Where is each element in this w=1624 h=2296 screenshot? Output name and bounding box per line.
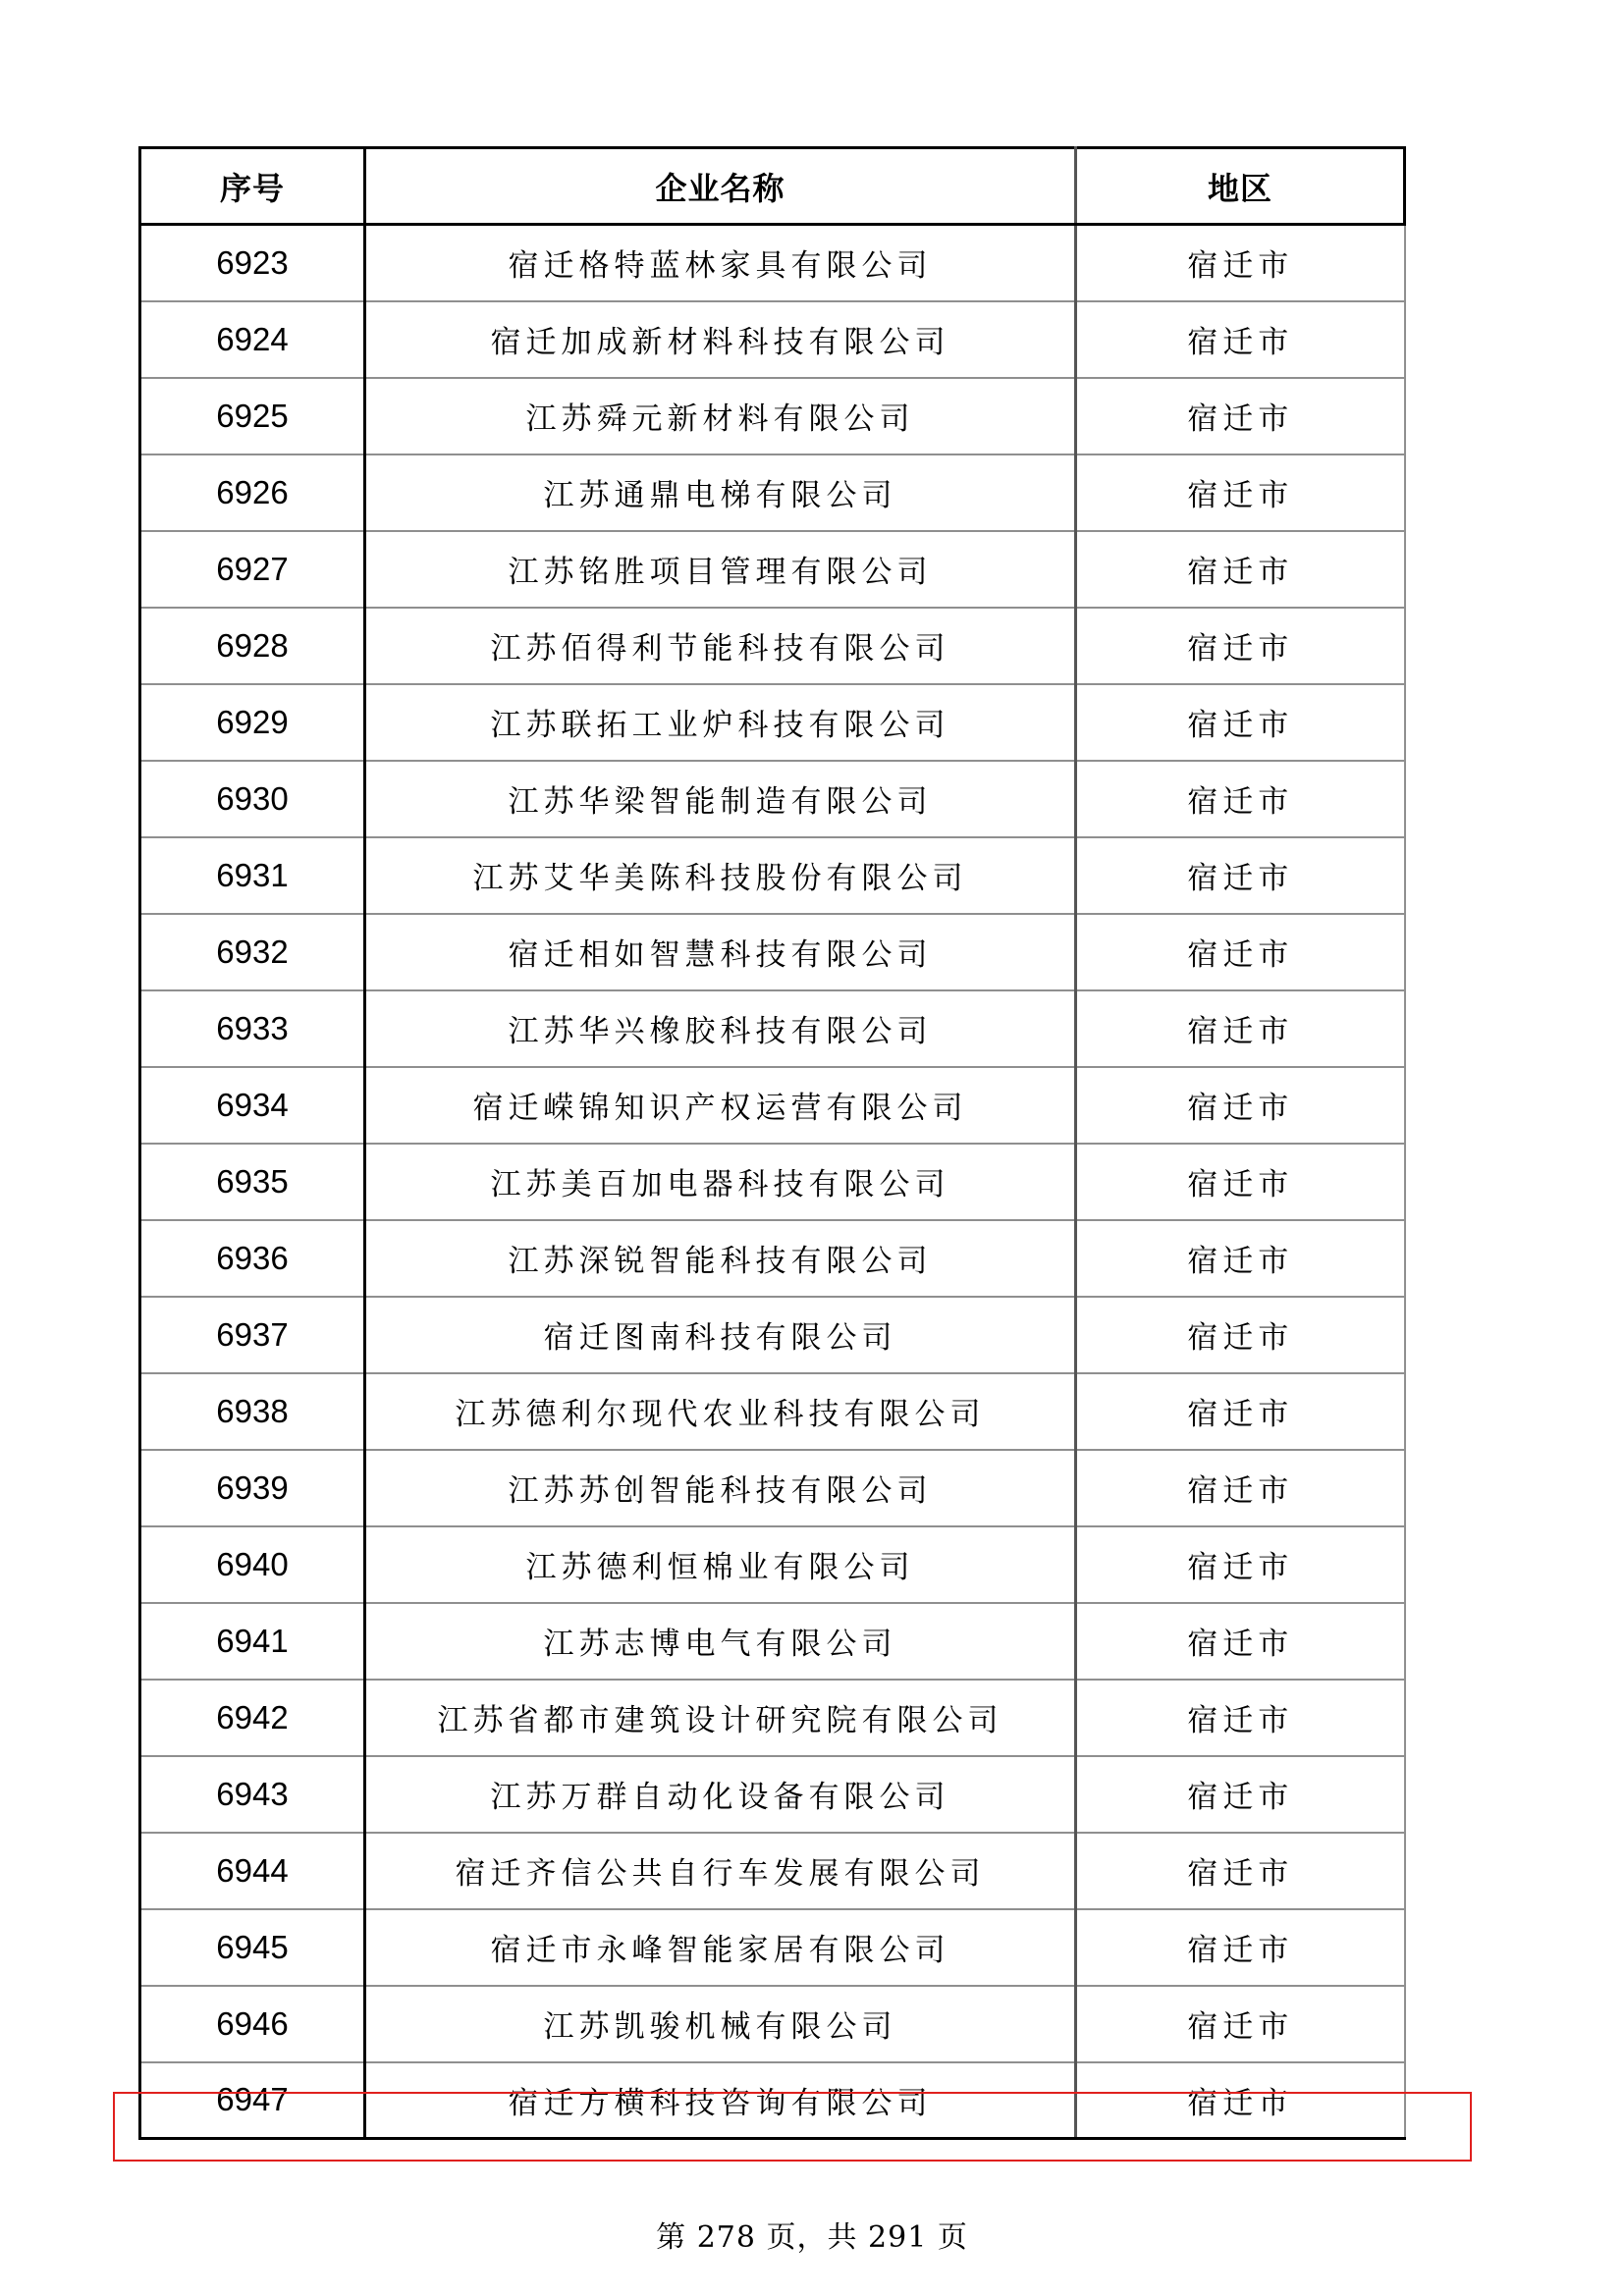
table-row	[140, 1526, 1405, 1603]
cell-region: 宿迁市	[1076, 990, 1405, 1067]
cell-company-name: 宿迁嵘锦知识产权运营有限公司	[365, 1067, 1076, 1144]
cell-company-name: 宿迁齐信公共自行车发展有限公司	[365, 1833, 1076, 1909]
cell-serial-number: 6943	[140, 1756, 365, 1833]
cell-company-name: 江苏万群自动化设备有限公司	[365, 1756, 1076, 1833]
cell-serial-number: 6934	[140, 1067, 365, 1144]
table-row	[140, 1373, 1405, 1450]
table-body	[140, 225, 1405, 2139]
cell-region: 宿迁市	[1076, 837, 1405, 914]
enterprise-table-container	[138, 146, 1403, 2140]
cell-company-name: 江苏华兴橡胶科技有限公司	[365, 990, 1076, 1067]
table-row	[140, 990, 1405, 1067]
table-row	[140, 914, 1405, 990]
table-row	[140, 301, 1405, 378]
page-footer: 第 278 页，共 291 页	[656, 2220, 968, 2255]
cell-serial-number: 6936	[140, 1220, 365, 1297]
cell-region: 宿迁市	[1076, 1603, 1405, 1680]
cell-company-name: 宿迁相如智慧科技有限公司	[365, 914, 1076, 990]
table-row	[140, 454, 1405, 531]
cell-company-name: 宿迁市永峰智能家居有限公司	[365, 1909, 1076, 1986]
cell-serial-number: 6929	[140, 684, 365, 761]
cell-company-name: 江苏深锐智能科技有限公司	[365, 1220, 1076, 1297]
cell-region: 宿迁市	[1076, 1526, 1405, 1603]
cell-region: 宿迁市	[1076, 608, 1405, 684]
table-row	[140, 837, 1405, 914]
cell-serial-number: 6924	[140, 301, 365, 378]
cell-region: 宿迁市	[1076, 1909, 1405, 1986]
cell-serial-number: 6938	[140, 1373, 365, 1450]
cell-company-name: 宿迁方横科技咨询有限公司	[365, 2062, 1076, 2139]
cell-company-name: 江苏凯骏机械有限公司	[365, 1986, 1076, 2062]
table-row	[140, 225, 1405, 301]
table-row	[140, 1067, 1405, 1144]
header-region: 地区	[1076, 148, 1405, 225]
cell-region: 宿迁市	[1076, 531, 1405, 608]
cell-serial-number: 6927	[140, 531, 365, 608]
cell-company-name: 江苏志博电气有限公司	[365, 1603, 1076, 1680]
cell-company-name: 江苏通鼎电梯有限公司	[365, 454, 1076, 531]
cell-region: 宿迁市	[1076, 225, 1405, 301]
cell-region: 宿迁市	[1076, 1297, 1405, 1373]
cell-region: 宿迁市	[1076, 1220, 1405, 1297]
cell-serial-number: 6947	[140, 2062, 365, 2139]
cell-serial-number: 6931	[140, 837, 365, 914]
cell-serial-number: 6945	[140, 1909, 365, 1986]
cell-region: 宿迁市	[1076, 2062, 1405, 2139]
cell-company-name: 宿迁图南科技有限公司	[365, 1297, 1076, 1373]
cell-region: 宿迁市	[1076, 378, 1405, 454]
enterprise-table	[138, 146, 1406, 2140]
cell-serial-number: 6939	[140, 1450, 365, 1526]
header-row	[140, 148, 1405, 225]
cell-serial-number: 6926	[140, 454, 365, 531]
cell-region: 宿迁市	[1076, 454, 1405, 531]
cell-company-name: 江苏苏创智能科技有限公司	[365, 1450, 1076, 1526]
cell-company-name: 江苏艾华美陈科技股份有限公司	[365, 837, 1076, 914]
cell-company-name: 江苏省都市建筑设计研究院有限公司	[365, 1680, 1076, 1756]
cell-region: 宿迁市	[1076, 1756, 1405, 1833]
cell-region: 宿迁市	[1076, 301, 1405, 378]
cell-region: 宿迁市	[1076, 1067, 1405, 1144]
cell-serial-number: 6944	[140, 1833, 365, 1909]
cell-region: 宿迁市	[1076, 1680, 1405, 1756]
cell-serial-number: 6932	[140, 914, 365, 990]
cell-serial-number: 6937	[140, 1297, 365, 1373]
cell-company-name: 江苏佰得利节能科技有限公司	[365, 608, 1076, 684]
cell-company-name: 宿迁加成新材料科技有限公司	[365, 301, 1076, 378]
cell-serial-number: 6942	[140, 1680, 365, 1756]
table-row	[140, 1833, 1405, 1909]
table-row	[140, 761, 1405, 837]
header-company-name: 企业名称	[365, 148, 1076, 225]
table-row	[140, 608, 1405, 684]
cell-company-name: 江苏铭胜项目管理有限公司	[365, 531, 1076, 608]
cell-region: 宿迁市	[1076, 1833, 1405, 1909]
cell-region: 宿迁市	[1076, 914, 1405, 990]
table-row	[140, 1909, 1405, 1986]
cell-company-name: 江苏华梁智能制造有限公司	[365, 761, 1076, 837]
table-row-highlighted	[140, 2062, 1405, 2139]
cell-region: 宿迁市	[1076, 1144, 1405, 1220]
table-row	[140, 1986, 1405, 2062]
cell-serial-number: 6935	[140, 1144, 365, 1220]
table-row	[140, 378, 1405, 454]
cell-region: 宿迁市	[1076, 761, 1405, 837]
cell-company-name: 江苏德利恒棉业有限公司	[365, 1526, 1076, 1603]
cell-serial-number: 6925	[140, 378, 365, 454]
cell-region: 宿迁市	[1076, 1373, 1405, 1450]
cell-serial-number: 6941	[140, 1603, 365, 1680]
cell-company-name: 江苏美百加电器科技有限公司	[365, 1144, 1076, 1220]
table-row	[140, 1220, 1405, 1297]
cell-company-name: 江苏舜元新材料有限公司	[365, 378, 1076, 454]
cell-serial-number: 6940	[140, 1526, 365, 1603]
cell-company-name: 江苏联拓工业炉科技有限公司	[365, 684, 1076, 761]
header-serial-number: 序号	[140, 148, 365, 225]
table-row	[140, 531, 1405, 608]
table-header	[140, 148, 1405, 225]
table-row	[140, 1756, 1405, 1833]
cell-serial-number: 6928	[140, 608, 365, 684]
table-row	[140, 1680, 1405, 1756]
cell-serial-number: 6923	[140, 225, 365, 301]
cell-serial-number: 6946	[140, 1986, 365, 2062]
cell-serial-number: 6930	[140, 761, 365, 837]
table-row	[140, 1144, 1405, 1220]
table-row	[140, 1603, 1405, 1680]
table-row	[140, 1450, 1405, 1526]
table-row	[140, 684, 1405, 761]
cell-company-name: 宿迁格特蓝林家具有限公司	[365, 225, 1076, 301]
cell-serial-number: 6933	[140, 990, 365, 1067]
cell-company-name: 江苏德利尔现代农业科技有限公司	[365, 1373, 1076, 1450]
cell-region: 宿迁市	[1076, 1450, 1405, 1526]
cell-region: 宿迁市	[1076, 684, 1405, 761]
cell-region: 宿迁市	[1076, 1986, 1405, 2062]
table-row	[140, 1297, 1405, 1373]
